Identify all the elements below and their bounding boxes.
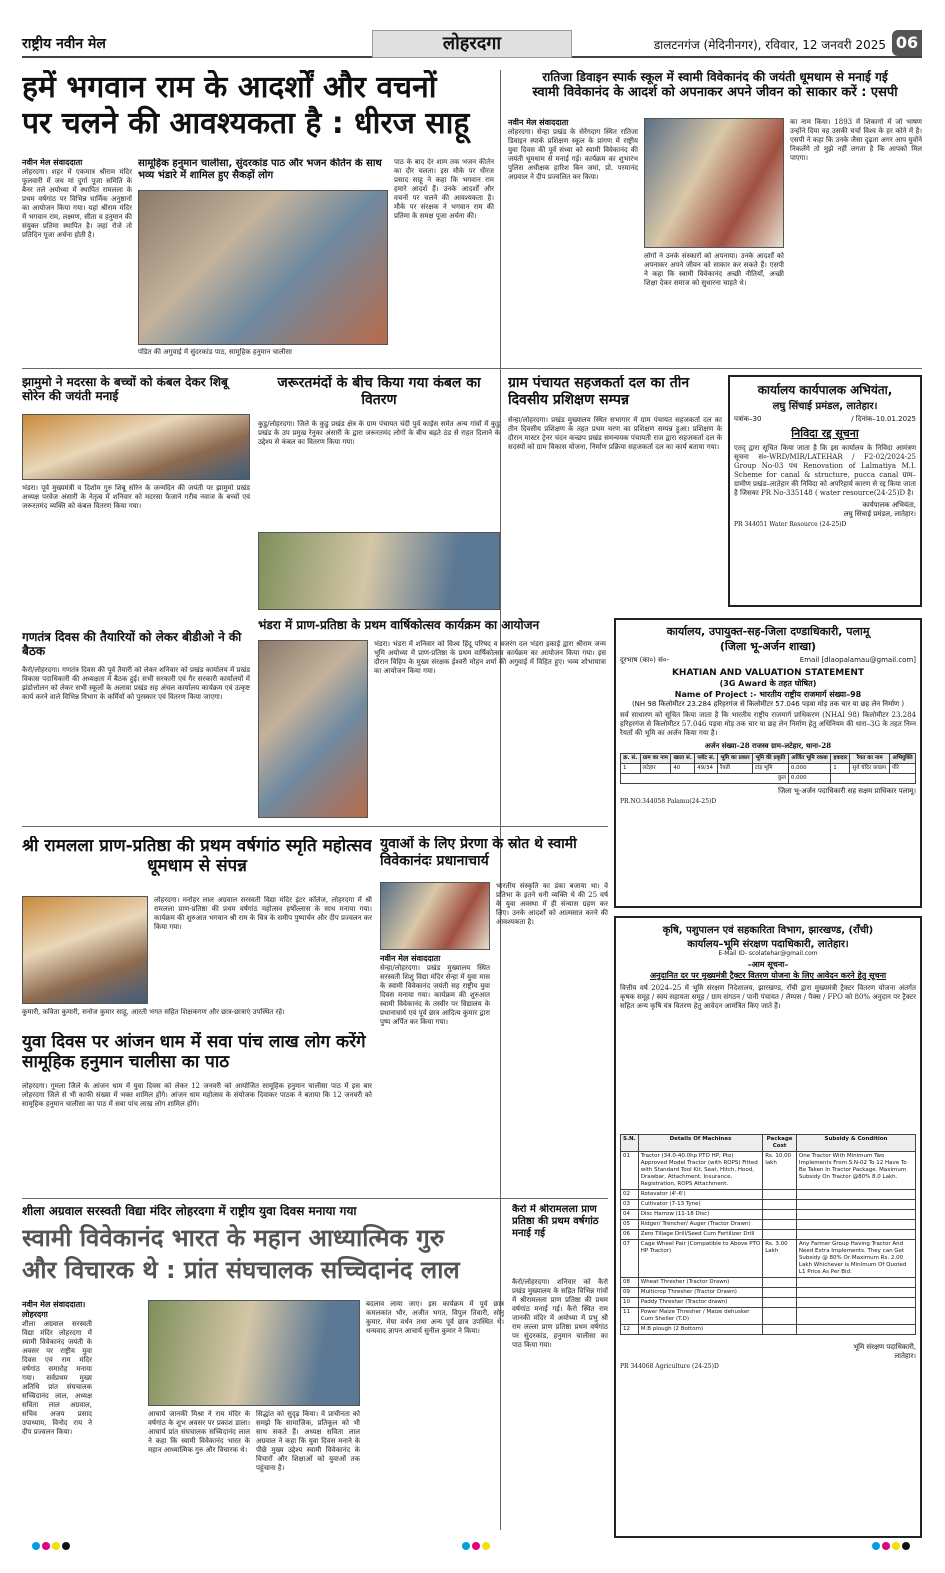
machine-col-header: Details Of Machines <box>638 1135 762 1152</box>
khatian-col-header: भूमि का प्रकार <box>718 754 753 764</box>
machine-cell-sn: 02 <box>621 1190 639 1200</box>
machine-row <box>621 1325 916 1335</box>
yuva-prerna-col2: भारतीय संस्कृति का डंका बजाया था। वे प्रतिभा के इतने धनी व्यक्ति थे की 25 वर्ष के युवा अवस्था में ही संन्यास ग्रहण कर लिए। उनके आदर्शों को आत्मसात करने की आवश्यकता है। <box>496 882 608 926</box>
khatian-ad: कार्यालय, उपायुक्त-सह-जिला दण्डाधिकारी, पलामू (जिला भू-अर्जन शाखा) दूरभाष (का०) सं०- Email [dlaopalamau@gmail.com] KHATIAN AND VALUATION STATEMENT (3G Award के तहत घोषित) Name of Project :- भारतीय राष्ट्रीय राजमार्ग संख्या–98 (NH 98 किलोमीटर 23.284 हरिहरगंज से किलोमीटर 57.046 पड़वा मोड़ तक चार या छह लेन निर्माण ) सर्व साधारण को सूचित किया जाता है कि भारतीय राष्ट्रीय राजमार्ग प्राधिकरण (NHAI 98) किलोमीटर 23.284 हरिहरगंज से किलोमीटर 57.046 पड़वा मोड़ तक चार या छह लेन निर्माण हेतु अधिनियम की धारा–3G के तहत निम्न रैयतों की भूमि का अर्जन किया गया है। अर्जन संख्या–28 राजस्व ग्राम–लटेहार, थाना–28 क्र. सं. ग्राम का नाम खाता सं. प्लॉट सं. भूमि का प्रकार भूमि की प्रकृति अर्जित भूमि रकबा हकदार रैयत का नाम अभियुक्ति 1 लटेहार 40 49/34 रैयती टांड़ भूमि 0.000 1 सुर्य चंदिर कच्छप पीरे कुल 0.000 जिला भू-अर्जन पदाधिकारी सह सक्षम प्राधिकार पलामू। PR.NO.344058 Palamu(24-25)D <box>614 618 922 908</box>
machine-row <box>621 1200 916 1210</box>
machine-cell-details: Tractor (34.0-40.0hp PTO HP, Pto) Approved Model Tractor (with ROPS) Fitted with Standard Tool Kit, Seat, Hitch, Hood, Drawbar, Attachment, Insurance, Registration, ROPS Attachment. <box>638 1152 762 1190</box>
machine-cell-cost: Rs. 10.00 lakh <box>763 1152 797 1190</box>
machine-cell-sn: 11 <box>621 1308 639 1325</box>
machine-cell-details: Power Maize Thresher / Maize dehusker Cum Sheller (T.D) <box>638 1308 762 1325</box>
machine-row <box>621 1210 916 1220</box>
machine-cell-cost <box>763 1298 797 1308</box>
machine-cell-cost <box>763 1220 797 1230</box>
machine-cell-sn: 04 <box>621 1210 639 1220</box>
ganatantra-headline: गणतंत्र दिवस की तैयारियों को लेकर बीडीओ ने की बैठक <box>22 630 242 658</box>
machine-cell-subsidy: One Tractor With Minimum Two Implements From S.N-02 To 12 Have To Be Taken In Tractor Package. Maximum Subsidy On Tractor @80% 8.0 Lakh. <box>796 1152 915 1190</box>
shila-col5: बदलाव लाया जाए। इस कार्यक्रम में पूर्व छात्र कमलकांत भौर, अजीत भगत, विपुल तिवारी, सोनू कुमार, मेघा वर्धन तथा अन्य पूर्व छात्र उपस्थित थे। धन्यवाद ज्ञापन आचार्य सुनील कुमार ने किया। <box>366 1300 504 1335</box>
machine-cell-details: Multicrop Thresher (Tractor Drawn) <box>638 1288 762 1298</box>
khatian-cell: रैयती <box>718 764 753 774</box>
hanuman-chalisa-body: लोहरदगा। गुमला जिले के आंजन धाम में युवा दिवस को लेकर 12 जनवरी को आयोजित सामूहिक हनुमान चालीसा पाठ में इस बार लोहरदगा जिले से भी काफी संख्या में भक्त शामिल होंगे। आंजन धाम महोत्सव के संयोजक दिवाकर पाठक ने बताया कि 12 जनवरी को सामूहिक हनुमान चालीसा का पाठ में सवा पांच लाख लोग शामिल होंगे। <box>22 1082 372 1108</box>
khatian-col-header: हकदार <box>831 754 850 764</box>
machine-cell-subsidy <box>796 1278 915 1288</box>
machine-cell-sn: 05 <box>621 1220 639 1230</box>
machine-cell-details: Disc Harrow (11-18 Disc) <box>638 1210 762 1220</box>
khatian-col-header: भूमि की प्रकृति <box>753 754 789 764</box>
machine-cell-subsidy <box>796 1288 915 1298</box>
machine-cell-details: Zero Tillage Drill/Seed Cum Fertilizer Drill <box>638 1230 762 1240</box>
khatian-table: क्र. सं. ग्राम का नाम खाता सं. प्लॉट सं. भूमि का प्रकार भूमि की प्रकृति अर्जित भूमि रकबा हकदार रैयत का नाम अभियुक्ति 1 लटेहार 40 49/34 रैयती टांड़ भूमि 0.000 1 सुर्य चंदिर कच्छप पीरे कुल 0.000 <box>620 753 916 784</box>
pran-pratishtha-body: भंडरा। भंडरा में शनिवार को विश्व हिंदू परिषद व बजरंग दल भंडरा इकाई द्वारा श्रीराम जन्म भूमि अयोध्या में प्राण-प्रतिष्ठा के प्रथम वार्षिकोत्सव कार्यक्रम का आयोजन किया गया। इस दौरान विहिप के मुख्य संरक्षक ईश्वरी मोहन शर्मा की अगुवाई में विहित हुए। भव्य शोभायात्रा का आयोजन किया गया। <box>374 640 606 675</box>
vivekanand-top-col3: का नाम किया। 1893 में शिकागो में जो भाषण उन्होंने दिया वह उसकी चर्चा विश्व के हर कोने में है। एसपी ने कहा कि उनके जैसा दृढ़ता अगर आप युवोंने निकलेंगे तो मुझे नहीं लगता है कि आपको मिल पाएगा। <box>790 118 922 162</box>
jhamumo-headline: झामुमो ने मदरसा के बच्चों को कंबल देकर शिबू सोरेन की जयंती मनाई <box>22 375 228 403</box>
pran-pratishtha-headline: भंडरा में प्राण-प्रतिष्ठा के प्रथम वार्षिकोत्सव कार्यक्रम का आयोजन <box>258 618 540 632</box>
lead-headline-line2: पर चलने की आवश्यकता है : धीरज साहू <box>22 106 470 141</box>
vivekanand-top-photo <box>644 118 784 248</box>
letter-date: / दिनांक–10.01.2025 <box>851 415 916 423</box>
kairo-headline: कैरो में श्रीरामलला प्राण प्रतिष्ठा की प्रथम वर्षगांठ मनाई गई <box>512 1204 599 1239</box>
machine-row <box>621 1288 916 1298</box>
khatian-cell: सुर्य चंदिर कच्छप <box>850 764 890 774</box>
machine-row <box>621 1190 916 1200</box>
vivekanand-top-head: रातिजा डिवाइन स्पार्क स्कूल में स्वामी विवेकानंद की जयंती धूमधाम से मनाई गई स्वामी विवेकानंद के आदर्श को अपनाकर अपने जीवन को साकार करें : एसपी <box>532 70 898 100</box>
gram-panchayat-body: सेन्हा/लोहरदगा। प्रखंड मुख्यालय स्थित सभागार में ग्राम पंचायत सहजकर्ता दल का तीन दिवसीय प्रशिक्षण के तहत प्रथम चरण का प्रशिक्षण सम्पन्न हुआ। प्रशिक्षण के दौरान मास्टर ट्रेनर चंदन कच्छप प्रखंड समन्वयक पंचायती राज द्वारा सहजकर्ता दल के सदस्यों को ग्राम विकास योजना, निर्माण प्रक्रिया सहजकर्ता दल का कार्य बताया गया। <box>508 416 722 451</box>
irrigation-tender-ad: कार्यालय कार्यपालक अभियंता, लघु सिंचाई प्रमंडल, लातेहार। पत्रांक–30 / दिनांक–10.01.2025 निविदा रद्द सूचना एतद् द्वारा सूचित किया जाता है कि इस कार्यालय के निविदा आमंत्रण सूचना सं०-WRD/MIR/LATEHAR / F2-02/2024-25 Group No-03 पथ Renovation of Lalmatiya M.I. Scheme for canal & structure, pucca canal ग्राम–ग्रामीण प्रखंड–लातेहार की निविदा को अपरिहार्य कारण से रद्द किया जाता है जिसका PR No-335148 ( water resource(24-25)D है। कार्यपालक अभियंता, लघु सिंचाई प्रमंडल, लातेहार। PR 344051 Water Resource (24-25)D <box>728 375 922 607</box>
machine-row <box>621 1278 916 1288</box>
machine-cell-subsidy <box>796 1308 915 1325</box>
ramlalla-body: लोहरदगा। मनोहर लाल अग्रवाल सरस्वती विद्या मंदिर इंटर कॉलेज, लोहरदगा में श्री रामलला प्राण-प्रतिष्ठा की प्रथम वर्षगांठ महोत्सव हर्षोल्लास के साथ मनाया गया। कार्यक्रम की शुरुआत भगवान श्री राम के चित्र के समीप पुष्पार्चन और दीप प्रज्वलन कर किया गया। <box>154 896 372 931</box>
machine-cell-cost <box>763 1190 797 1200</box>
machine-cell-subsidy: Any Farmer Group Having Tractor And Need Extra Implements. They can Get Subsidy @ 80% Or Maximum Rs. 2.00 Lakh Whichever is Minimum Of Quoted L1 Price As Per Bid. <box>796 1240 915 1278</box>
khatian-cell: टांड़ भूमि <box>753 764 789 774</box>
tender-title: निविदा रद्द सूचना <box>791 427 859 440</box>
shila-kicker: शीला अग्रवाल सरस्वती विद्या मंदिर लोहरदगा में राष्ट्रीय युवा दिवस मनाया गया <box>22 1204 357 1218</box>
machine-cell-subsidy <box>796 1325 915 1335</box>
khatian-cell: 40 <box>671 764 695 774</box>
jhamumo-photo <box>22 414 250 480</box>
lead-headline-line1: हमें भगवान राम के आदर्शों और वचनों <box>22 70 437 105</box>
machine-cell-cost <box>763 1325 797 1335</box>
machine-cell-subsidy <box>796 1298 915 1308</box>
shila-photo <box>148 1300 360 1406</box>
khatian-cell: पीरे <box>890 764 916 774</box>
machine-cell-subsidy <box>796 1210 915 1220</box>
ganatantra-body: कैरो/लोहरदगा। गणतंत्र दिवस की पूर्व तैयारी को लेकर शनिवार को प्रखंड कार्यालय में प्रखंड विकास पदाधिकारी की अध्यक्षता में बैठक हुई। सभी सरकारी एवं गैर सरकारी कार्यालयों में झंडोत्तोलन को लेकर सभी स्कूलों के अलावा प्रखंड सह अंचल कार्यालय कार्यक्रम एवं उत्कृष्ट कार्य करने वाले विभिन्न विभाग के कर्मियों को पुरस्कार एवं वितरण किया जाएगा। <box>22 666 250 701</box>
machine-cell-details: Ridger/ Trencher/ Auger (Tractor Drawn) <box>638 1220 762 1230</box>
khatian-cell: 1 <box>621 764 641 774</box>
machine-table <box>620 1134 916 1335</box>
khatian-col-header: ग्राम का नाम <box>640 754 671 764</box>
section-title: लोहरदगा <box>372 30 572 58</box>
khatian-cell: 0.000 <box>788 764 830 774</box>
yuva-prerna-photo <box>380 882 490 950</box>
khatian-col-header: क्र. सं. <box>621 754 641 764</box>
tender-body: एतद् द्वारा सूचित किया जाता है कि इस कार्यालय के निविदा आमंत्रण सूचना सं०-WRD/MIR/LATEHAR / F2-02/2024-25 Group No-03 पथ Renovation of Lalmatiya M.I. Scheme for canal & structure, pucca canal ग्राम–ग्रामीण प्रखंड–लातेहार की निविदा को अपरिहार्य कारण से रद्द किया जाता है जिसका PR No-335148 ( water resource(24-25)D है। <box>734 444 916 497</box>
lead-headline <box>22 70 492 150</box>
lead-byline: नवीन मेल संवाददाता <box>22 158 83 167</box>
yuva-prerna-col1: नवीन मेल संवाददाता सेन्हा/लोहरदगा। प्रखंड मुख्यालय स्थित सरस्वती शिशु विद्या मंदिर सेन्हा में युवा मास के स्वामी विवेकानंद जयंती सह राष्ट्रीय युवा दिवस मनाया गया। कार्यक्रम की शुरुआत स्वामी विवेकानंद के तस्वीर पर विद्यालय के प्रधानाचार्य एवं पूर्व छात्र आदित्य कुमार द्वारा पुष्प अर्पित कर किया गया। <box>380 954 490 1026</box>
machine-cell-sn: 03 <box>621 1200 639 1210</box>
machine-cell-sn: 06 <box>621 1230 639 1240</box>
khatian-cell: 49/34 <box>695 764 718 774</box>
jhamumo-body: भंडरा। पूर्व मुख्यमंत्री व दिशोम गुरु शिबू सोरेन के जन्मदिन की जयंती पर झामुमो प्रखंड अध्यक्ष परवेज अंसारी के नेतृत्व में शनिवार को मदरसा फैजाने गरीब नवाज के बच्चों एवं जरूरतमंद व्यक्ति को कंबल वितरण किया गया। <box>22 484 250 510</box>
machine-cell-details: M.B plough (2 Bottom) <box>638 1325 762 1335</box>
machine-cell-sn: 07 <box>621 1240 639 1278</box>
lead-body: लोहरदगा। शहर में एकमात्र श्रीराम मंदिर फुलवारी में जय मां दुर्गा पूजा समिति के बैनर तले अयोध्या में स्थापित रामलला के प्रथम वर्षगांठ पर विभिन्न धार्मिक अनुष्ठानों का आयोजन किया गया। यहां श्रीराम मंदिर में भगवान राम, लक्ष्मण, सीता व हनुमान की संयुक्त प्रतिमा स्थापित है। जहां रोजे तो प्रतिदिन पूजा अर्चना होती है। <box>22 168 132 239</box>
khatian-cell: 1 <box>831 764 850 774</box>
machine-cell-sn: 01 <box>621 1152 639 1190</box>
machine-row <box>621 1220 916 1230</box>
pran-pratishtha-photo <box>258 640 368 818</box>
khatian-col-header: अभियुक्ति <box>890 754 916 764</box>
khatian-col-header: अर्जित भूमि रकबा <box>788 754 830 764</box>
machine-cell-subsidy <box>796 1200 915 1210</box>
lead-photo-caption-top: सामूहिक हनुमान चालीसा, सुंदरकांड पाठ और भजन कीर्तन के साथ भव्य भंडारे में शामिल हुए सैकड़ों लोग <box>138 158 382 181</box>
machine-col-header: S.N. <box>621 1135 639 1152</box>
machine-cell-details: Cultivator (7-13 Tyne) <box>638 1200 762 1210</box>
vivekanand-top-col1: नवीन मेल संवाददाता लोहरदगा। सेन्हा प्रखंड के सेरेंगदाग स्थित रातिजा डिवाइन स्पार्क प्रशिक्षण स्कूल के प्रांगण में राष्ट्रीय युवा दिवस की पूर्व संध्या को स्वामी विवेकानंद की जयंती धूमधाम से मनाई गई। कार्यक्रम का शुभारंभ पुलिस अधीक्षक हारिश बिन जमां, प्रो. परमानंद अग्रवाल ने दीप प्रज्वलित कर किया। <box>508 118 638 181</box>
krishi-tractor-ad: कृषि, पशुपालन एवं सहकारिता विभाग, झारखण्ड, (राँची) कार्यालय–भूमि संरक्षण पदाधिकारी, लातेहार। E-Mail ID- scolatehar@gmail.com –आम सूचना– अनुदानित दर पर मुख्यमंत्री ट्रैक्टर वितरण योजना के लिए आवेदन करने हेतु सूचना वित्तीय वर्ष 2024–25 में भूमि संरक्षण निदेशालय, झारखण्ड, राँची द्वारा मुख्यमंत्री ट्रैक्टर वितरण योजना अंतर्गत कृषक समूह / स्वयं सहायता समूह / ग्राम संगठन / पानी पंचायत / लैम्पस / पैक्स / FPO को 80% अनुदान पर ट्रैक्टर सहित अन्य कृषि यंत्र वितरण हेतु आवेदन आमंत्रित किए जाते हैं। S.N. Details Of Machines Package Cost Subsidy & Condition 01 Tractor (34.0-40.0hp PTO HP, Pto) Approved Model Tractor (with ROPS) Fitted with Standard Tool Kit, Seat, Hitch, Hood, Drawbar, Attachment, Insurance, Registration, ROPS Attachment. Rs. 10.00 lakh One Tractor With Minimum Two Implements From S.N-02 To 12 Have To Be Taken In Tractor Package. Maximum Subsidy On Tractor @80% 8.0 Lakh. 02 Rotavator (4'-6') 03 Cultivator (7-13 Tyne) 04 Disc Harrow (11-18 Disc) 05 Ridger/ Trencher/ Auger (Tractor Drawn) 06 Zero Tillage Drill/Seed Cum Fertilizer Drill 07 Cage Wheel Pair (Compatible to Above PTO HP Tractor) Rs. 3.00 Lakh Any Farmer Group Having Tractor And Need Extra Implements. They can Get Subsidy @ 80% Or Maximum Rs. 2.00 Lakh Whichever is Minimum Of Quoted L1 Price As Per Bid. 08 Wheat Thresher (Tractor Drawn) 09 Multicrop Thresher (Tractor Drawn) 10 Paddy Thresher (Tractor drawn) 11 Power Maize Thresher / Maize dehusker Cum Sheller (T.D) 12 M.B plough (2 Bottom) भूमि संरक्षण पदाधिकारी, लातेहार। PR 344068 Agriculture (24-25)D <box>614 916 922 1538</box>
lead-photo <box>138 190 388 345</box>
page-number: 06 <box>892 30 922 56</box>
machine-cell-subsidy <box>796 1220 915 1230</box>
kambal-photo <box>258 532 500 610</box>
machine-cell-cost: Rs. 3.00 Lakh <box>763 1240 797 1278</box>
lead-body-col3: पाठ के बाद देर शाम तक भजन कीर्तन का दौर चलता। इस मौके पर धीरज प्रसाद साहू ने कहा कि भगवान राम हमारे आदर्श हैं। उनके आदर्शों और वचनों पर चलने की आवश्यकता है। मौके पर संरक्षक ने भगवान राम की प्रतिमा के समक्ष पूजा अर्चना की। <box>394 158 494 220</box>
machine-cell-details: Wheat Thresher (Tractor Drawn) <box>638 1278 762 1288</box>
dateline: डालटनगंज (मेदिनीनगर), रविवार, 12 जनवरी 2025 <box>653 38 886 52</box>
machine-cell-details: Cage Wheel Pair (Compatible to Above PTO HP Tractor) <box>638 1240 762 1278</box>
letter-no: पत्रांक–30 <box>734 415 762 423</box>
lead-body-col1 <box>22 158 132 358</box>
khatian-col-header: प्लॉट सं. <box>695 754 718 764</box>
shila-col3: आचार्य जानकी मिश्रा ने राम मंदिर के वर्षगांठ के शुभ अवसर पर प्रकाश डाला। आचार्य प्रांत संघचालक सच्चिदानंद लाल ने कहा कि स्वामी विवेकानंद भारत के महान आध्यात्मिक गुरु और विचारक थे। <box>148 1410 250 1454</box>
machine-cell-subsidy <box>796 1190 915 1200</box>
khatian-col-header: रैयत का नाम <box>850 754 890 764</box>
machine-row <box>621 1308 916 1325</box>
machine-row <box>621 1152 916 1190</box>
machine-cell-cost <box>763 1200 797 1210</box>
machine-row <box>621 1298 916 1308</box>
machine-cell-subsidy <box>796 1230 915 1240</box>
machine-row <box>621 1230 916 1240</box>
machine-cell-sn: 10 <box>621 1298 639 1308</box>
shila-headline: स्वामी विवेकानंद भारत के महान आध्यात्मिक गुरु और विचारक थे : प्रांत संघचालक सच्चिदानंद लाल <box>22 1224 460 1284</box>
machine-cell-details: Paddy Thresher (Tractor drawn) <box>638 1298 762 1308</box>
machine-cell-cost <box>763 1278 797 1288</box>
machine-cell-cost <box>763 1308 797 1325</box>
khatian-col-header: खाता सं. <box>671 754 695 764</box>
lead-photo-caption-bottom: पंडित की अगुवाई में सुंदरकांड पाठ, सामूहिक हनुमान चालीसा <box>138 348 292 356</box>
vivekanand-top-col2: लोगों ने उनके संस्कारों को अपनाया। उनके आदर्शों को अपनाकर अपने जीवन को साकार कर सकते हैं। एसपी ने कहा कि स्वामी विवेकानंद अच्छी नीतियाँ, अच्छी शिक्षा देकर समाज को सुधारना चाहते थे। <box>644 252 784 287</box>
yuva-prerna-headline: युवाओं के लिए प्रेरणा के स्रोत थे स्वामी विवेकानंदः प्रधानाचार्य <box>380 836 577 869</box>
masthead <box>22 30 922 58</box>
paper-name: राष्ट्रीय नवीन मेल <box>22 36 106 52</box>
newspaper-page <box>22 30 922 1550</box>
ramlalla-caption: कुमारी, कविता कुमारी, सनोज कुमार साहू, आरती भगत सहित शिक्षकगण और छात्र-छात्राएं उपस्थित रहे। <box>22 1008 285 1016</box>
hanuman-chalisa-headline: युवा दिवस पर आंजन धाम में सवा पांच लाख लोग करेंगे सामूहिक हनुमान चालीसा का पाठ <box>22 1032 366 1072</box>
ramlalla-photo <box>22 896 148 1004</box>
machine-cell-cost <box>763 1288 797 1298</box>
gram-panchayat-headline: ग्राम पंचायत सहजकर्ता दल का तीन दिवसीय प्रशिक्षण सम्पन्न <box>508 375 690 408</box>
kairo-body: कैरो/लोहरदगा। शनिवार को कैरो प्रखंड मुख्यालय के सहित विभिन्न गांवों में श्रीरामलला प्राण प्रतिष्ठा की प्रथम वर्षगांठ मनाई गई। कैरो स्थित राम जानकी मंदिर में अयोध्या में प्रभु श्री राम लल्ला प्राण प्रतिष्ठा प्रथम वर्षगांठ पर सुंदरकांड, हनुमान चालीसा का पाठ किया गया। <box>512 1278 608 1349</box>
kambal-body: कुडु/लोहरदगा। जिले के कुडु प्रखंड क्षेत्र के ग्राम पंचायत चंदी पुर्व काईस समेत अन्य गांवों में कुडु प्रखंड के उप प्रमुख रेनुका अंसारी के द्वारा जरूरतमंद लोगों के बीच बढ़ते ठंड से राहत दिलाने के उद्देश्य से कंबल का वितरण किया गया। <box>258 420 500 446</box>
ramlalla-headline: श्री रामलला प्राण-प्रतिष्ठा की प्रथम वर्षगांठ स्मृति महोत्सव धूमधाम से संपन्न <box>22 836 372 876</box>
print-registration-marks <box>22 1542 922 1550</box>
kambal-headline: जरूरतमंदों के बीच किया गया कंबल का वितरण <box>277 375 481 408</box>
shila-col1: नवीन मेल संवाददाता। लोहरदगा शीला अग्रवाल सरस्वती विद्या मंदिर लोहरदगा में स्वामी विवेकानंद जयंती के अवसर पर राष्ट्रीय युवा दिवस एवं राम मंदिर वर्षगांठ समारोह मनाया गया। सर्वप्रथम मुख्य अतिथि प्रांत संघचालक सच्चिदानंद लाल, अध्यक्ष सविता लाल अग्रवाल, सचिव अजय प्रसाद उपाध्याय, विनोद राय ने दीप प्रज्वलन किया। <box>22 1300 92 1436</box>
machine-cell-sn: 12 <box>621 1325 639 1335</box>
shila-col4: सिद्धांत को सुदृढ़ किया। वे प्राचीनता को समझे कि सामाजिक, प्रतिकूल को भी साथ सकते हैं। अध्यक्ष सविता लाल अग्रवाल ने कहा कि युवा दिवस मनाने के पीछे मुख्य उद्देश्य स्वामी विवेकानंद के विचारों और शिक्षाओं को युवाओं तक पहुंचाना है। <box>256 1410 360 1472</box>
machine-col-header: Subsidy & Condition <box>796 1135 915 1152</box>
machine-cell-sn: 08 <box>621 1278 639 1288</box>
khatian-cell: लटेहार <box>640 764 671 774</box>
machine-row <box>621 1240 916 1278</box>
machine-col-header: Package Cost <box>763 1135 797 1152</box>
machine-cell-details: Rotavator (4'-6') <box>638 1190 762 1200</box>
machine-cell-cost <box>763 1230 797 1240</box>
machine-cell-cost <box>763 1210 797 1220</box>
machine-cell-sn: 09 <box>621 1288 639 1298</box>
